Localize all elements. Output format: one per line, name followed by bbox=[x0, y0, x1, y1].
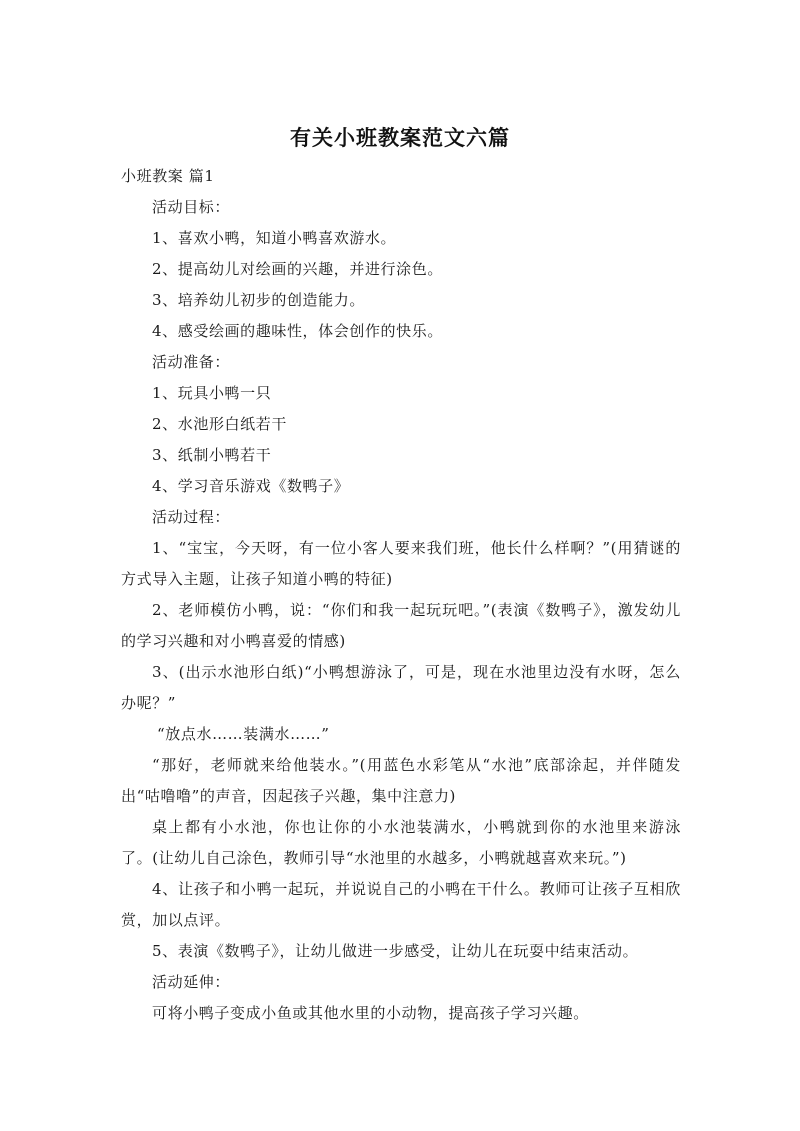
process-heading: 活动过程： bbox=[152, 508, 231, 526]
goal-item: 3、培养幼儿初步的创造能力。 bbox=[152, 291, 365, 309]
prep-item: 1、玩具小鸭一只 bbox=[152, 384, 272, 402]
process-paragraph: “放点水……装满水……” bbox=[157, 725, 330, 743]
prep-item: 4、学习音乐游戏《数鸭子》 bbox=[152, 477, 350, 495]
process-paragraph: 桌上都有小水池，你也让你的小水池装满水，小鸭就到你的水池里来游泳了。(让幼儿自己涂色，教师引导“水池里的水越多，小鸭就越喜欢来玩。”) bbox=[121, 818, 681, 867]
goal-item: 4、感受绘画的趣味性，体会创作的快乐。 bbox=[152, 322, 443, 340]
document-body bbox=[121, 161, 681, 1029]
prep-item: 2、水池形白纸若干 bbox=[152, 415, 287, 433]
process-paragraph: 1、“宝宝，今天呀，有一位小客人要来我们班，他长什么样啊？”(用猜谜的方式导入主题，让孩子知道小鸭的特征) bbox=[121, 539, 681, 588]
document-title: 有关小班教案范文六篇 bbox=[290, 126, 510, 150]
extension-paragraph: 可将小鸭子变成小鱼或其他水里的小动物，提高孩子学习兴趣。 bbox=[152, 1004, 589, 1022]
goal-item: 1、喜欢小鸭，知道小鸭喜欢游水。 bbox=[152, 229, 397, 247]
goal-item: 2、提高幼儿对绘画的兴趣，并进行涂色。 bbox=[152, 260, 443, 278]
section-heading: 小班教案 篇1 bbox=[121, 167, 215, 185]
process-paragraph: 4、让孩子和小鸭一起玩，并说说自己的小鸭在干什么。教师可让孩子互相欣赏，加以点评。 bbox=[121, 880, 681, 929]
process-paragraph: “那好，老师就来给他装水。”(用蓝色水彩笔从“水池”底部涂起，并伴随发出“咕噜噜”的声音，因起孩子兴趣，集中注意力) bbox=[121, 756, 681, 805]
goal-heading: 活动目标： bbox=[152, 198, 231, 216]
process-paragraph: 2、老师模仿小鸭，说：“你们和我一起玩玩吧。”(表演《数鸭子》，激发幼儿的学习兴趣和对小鸭喜爱的情感) bbox=[121, 601, 681, 650]
prep-heading: 活动准备： bbox=[152, 353, 231, 371]
prep-item: 3、纸制小鸭若干 bbox=[152, 446, 272, 464]
extension-heading: 活动延伸： bbox=[152, 973, 231, 991]
process-paragraph: 3、(出示水池形白纸)“小鸭想游泳了，可是，现在水池里边没有水呀，怎么办呢？” bbox=[121, 663, 681, 712]
process-paragraph: 5、表演《数鸭子》，让幼儿做进一步感受，让幼儿在玩耍中结束活动。 bbox=[152, 942, 639, 960]
